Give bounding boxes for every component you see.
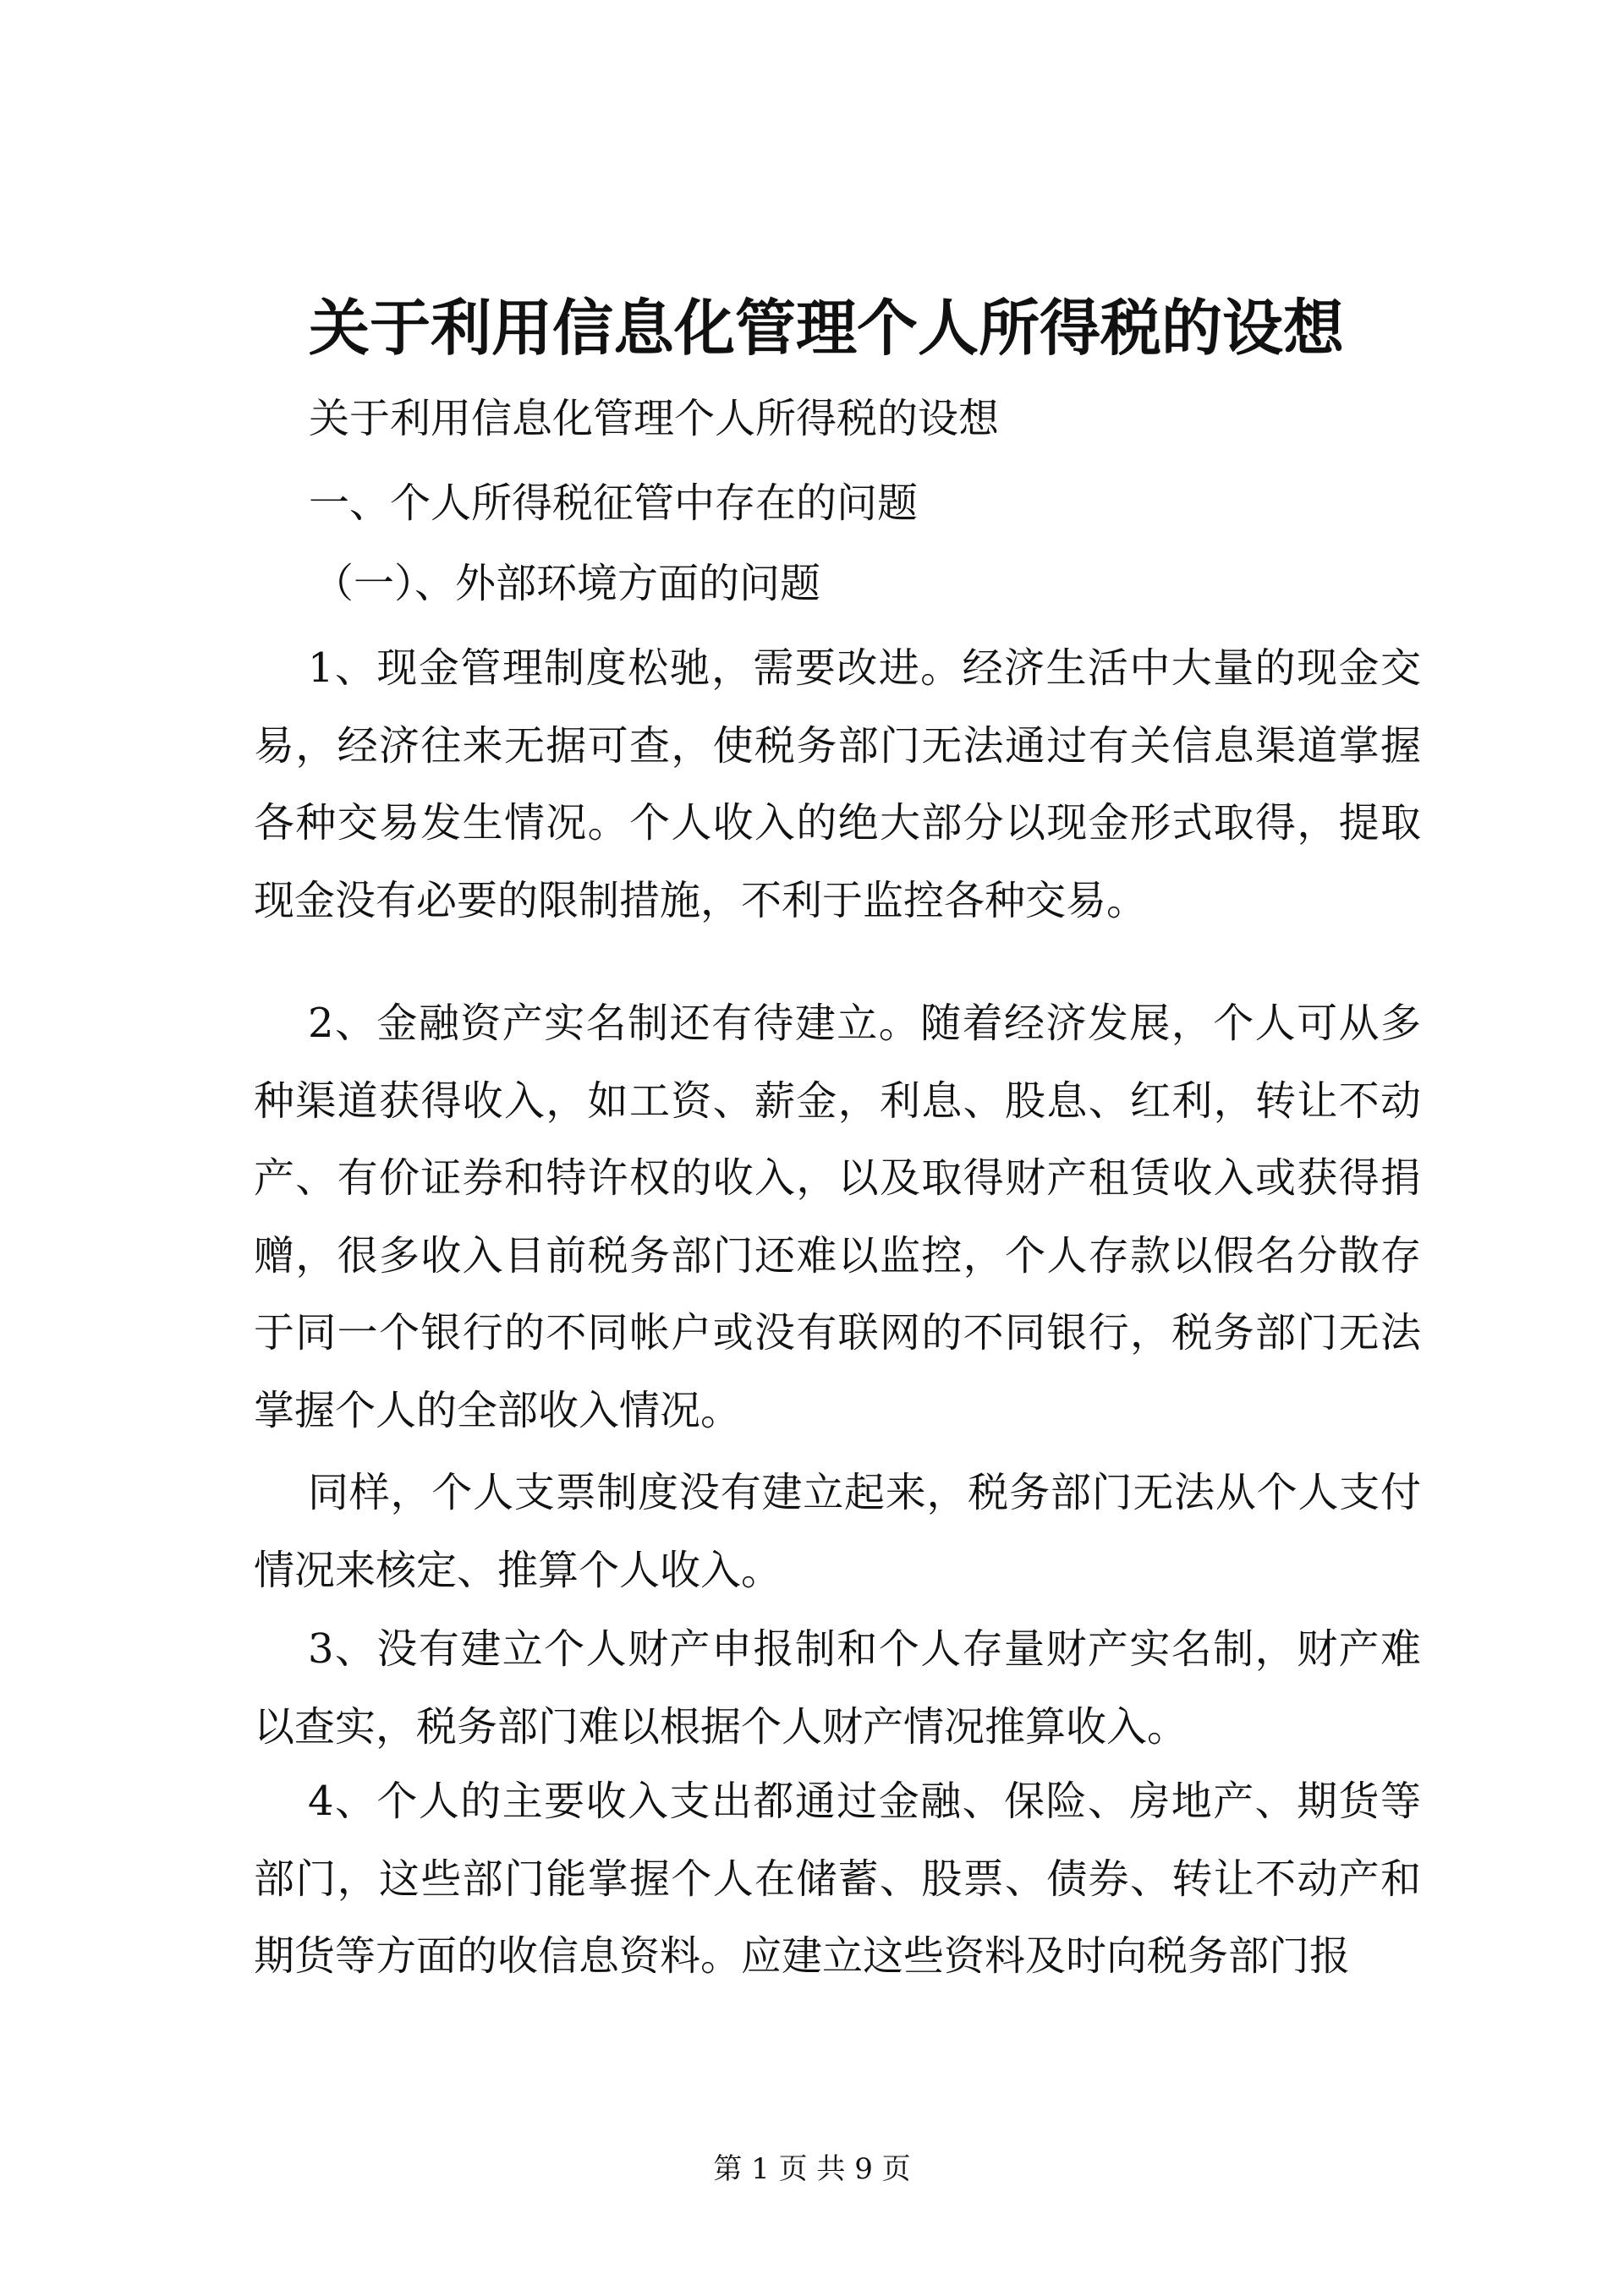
section-heading: 一、个人所得税征管中存在的问题 (309, 479, 919, 527)
document-title: 关于利用信息化管理个人所得税的设想 (309, 292, 1345, 364)
subsection-heading: （一）、外部环境方面的问题 (313, 560, 821, 607)
page-footer: 第 1 页 共 9 页 (713, 2152, 911, 2186)
paragraph-1: 1、现金管理制度松驰，需要改进。经济生活中大量的现金交易，经济往来无据可查，使税务部门无法通过有关信息渠道掌握各种交易发生情况。个人收入的绝大部分以现金形式取得，提取现金没有必要的限制措施，不利于监控各种交易。 (254, 644, 1421, 924)
paragraph-5: 4、个人的主要收入支出都通过金融、保险、房地产、期货等部门，这些部门能掌握个人在储蓄、股票、债券、转让不动产和期货等方面的收信息资料。应建立这些资料及时向税务部门报 (254, 1778, 1421, 1980)
document-subtitle: 关于利用信息化管理个人所得税的设想 (309, 395, 1000, 442)
paragraph-3: 同样，个人支票制度没有建立起来，税务部门无法从个人支付情况来核定、推算个人收入。 (254, 1469, 1421, 1594)
paragraph-4: 3、没有建立个人财产申报制和个人存量财产实名制，财产难以查实，税务部门难以根据个人财产情况推算收入。 (254, 1625, 1421, 1751)
paragraph-2: 2、金融资产实名制还有待建立。随着经济发展，个人可从多种渠道获得收入，如工资、薪金，利息、股息、红利，转让不动产、有价证券和特许权的收入，以及取得财产租赁收入或获得捐赠，很多收入目前税务部门还难以监控，个人存款以假名分散存于同一个银行的不同帐户或没有联网的不同银行，税务部门无法掌握个人的全部收入情况。 (254, 1000, 1421, 1434)
